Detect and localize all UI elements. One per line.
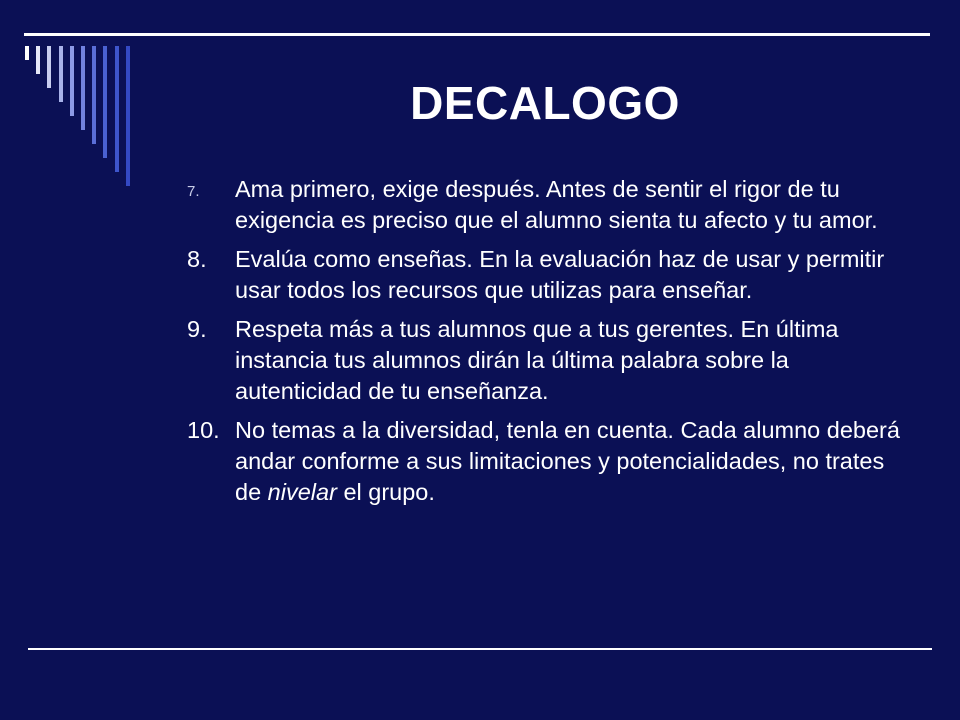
- item-text-before: No temas a la diversidad, tenla en cuenta. Cada alumno deberá andar conforme a sus limitaciones y potencialidades, no trates de: [235, 417, 900, 505]
- item-text: Ama primero, exige después. Antes de sentir el rigor de tu exigencia es preciso que el alumno sienta tu afecto y tu amor.: [235, 176, 878, 233]
- item-text-after: el grupo.: [343, 479, 435, 505]
- list-item: [187, 415, 907, 508]
- decalogue-list: [187, 174, 907, 516]
- item-text-emphasis: nivelar: [267, 479, 337, 505]
- decorative-bar: [25, 46, 29, 60]
- decorative-bar: [36, 46, 40, 74]
- list-item: [187, 314, 907, 407]
- item-text: Evalúa como enseñas. En la evaluación haz de usar y permitir usar todos los recursos que utilizas para enseñar.: [235, 246, 885, 303]
- list-item: [187, 174, 907, 236]
- bottom-rule: [28, 648, 932, 650]
- item-number: 8.: [187, 246, 207, 272]
- item-text: Respeta más a tus alumnos que a tus gerentes. En última instancia tus alumnos dirán la última palabra sobre la autenticidad de tu enseñanza.: [235, 316, 839, 404]
- slide-title: DECALOGO: [410, 77, 680, 129]
- item-number: 7.: [187, 183, 200, 200]
- top-rule: [24, 33, 930, 36]
- item-number: 9.: [187, 316, 207, 342]
- list-item: [187, 244, 907, 306]
- item-number: 10.: [187, 417, 220, 443]
